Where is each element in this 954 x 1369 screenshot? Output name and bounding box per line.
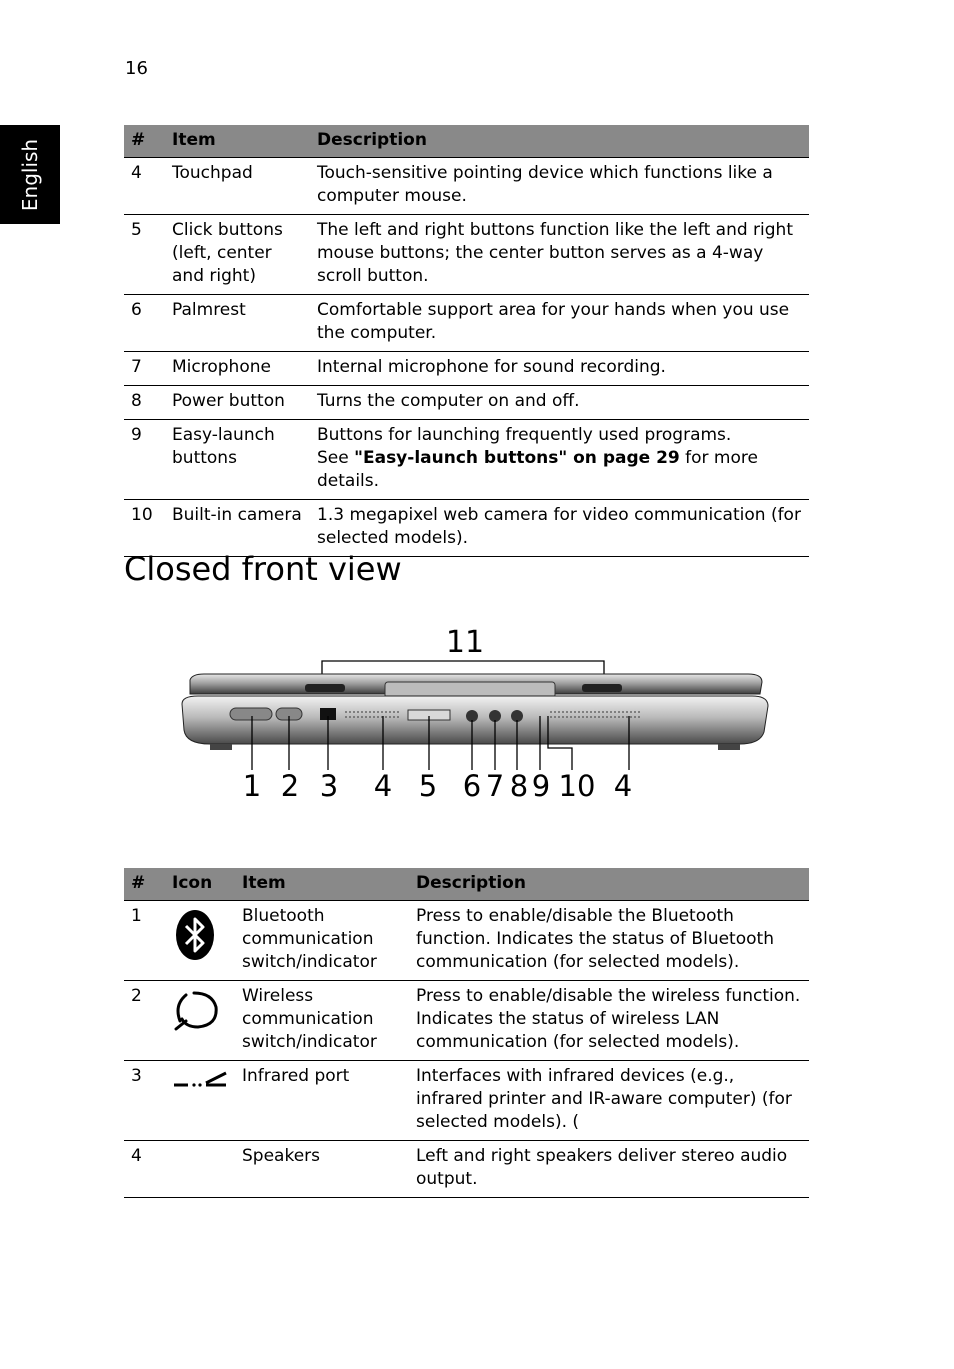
description-tail: for more details. — [317, 448, 758, 491]
table-row — [124, 901, 809, 981]
table-row — [124, 420, 809, 500]
header-description: Description — [310, 125, 809, 158]
row-item: Power button — [165, 386, 310, 420]
language-tab — [0, 125, 60, 224]
description-line: Buttons for launching frequently used programs. — [317, 425, 732, 445]
header-icon: Icon — [165, 868, 235, 901]
row-icon — [165, 1141, 235, 1198]
cross-reference-link[interactable]: "Easy-launch buttons" on page 29 — [354, 448, 680, 468]
row-item: Click buttons (left, center and right) — [165, 215, 310, 295]
row-number: 7 — [124, 352, 165, 386]
row-number: 1 — [124, 901, 165, 981]
callout-11: 11 — [445, 625, 485, 660]
callout-4-right: 4 — [613, 769, 633, 803]
row-item: Touchpad — [165, 158, 310, 215]
components-table — [124, 125, 809, 557]
row-number: 4 — [124, 1141, 165, 1198]
callout-8: 8 — [509, 769, 529, 803]
row-item: Easy-launch buttons — [165, 420, 310, 500]
front-view-table — [124, 868, 809, 1198]
row-number: 10 — [124, 500, 165, 557]
page-number: 16 — [125, 58, 148, 79]
description-see: See — [317, 448, 355, 468]
foot-right — [718, 744, 740, 750]
row-description: 1.3 megapixel web camera for video communication (for selected models). — [310, 500, 809, 557]
callout-2: 2 — [280, 769, 300, 803]
row-description: The left and right buttons function like the left and right mouse buttons; the center button serves as a 4-way scroll button. — [310, 215, 809, 295]
row-number: 6 — [124, 295, 165, 352]
callout-7: 7 — [485, 769, 505, 803]
row-number: 2 — [124, 981, 165, 1061]
callout-4: 4 — [373, 769, 393, 803]
row-description: Left and right speakers deliver stereo audio output. — [409, 1141, 809, 1198]
table-row — [124, 1141, 809, 1198]
row-description: Turns the computer on and off. — [310, 386, 809, 420]
language-tab-label: English — [18, 138, 42, 211]
table-row — [124, 500, 809, 557]
table-row — [124, 386, 809, 420]
row-description: Internal microphone for sound recording. — [310, 352, 809, 386]
table-row — [124, 295, 809, 352]
table-row — [124, 158, 809, 215]
row-description — [310, 420, 809, 500]
wireless-icon — [172, 985, 222, 1035]
infrared-icon — [172, 1065, 228, 1095]
header-number: # — [124, 868, 165, 901]
callout-10: 10 — [558, 769, 596, 803]
callout-1: 1 — [242, 769, 262, 803]
row-item: Built-in camera — [165, 500, 310, 557]
row-icon — [165, 981, 235, 1061]
laptop-front-illustration — [170, 620, 790, 820]
table-header-row — [124, 868, 809, 901]
row-description: Interfaces with infrared devices (e.g., infrared printer and IR-aware computer) (for selected models). ( — [409, 1061, 809, 1141]
row-number: 8 — [124, 386, 165, 420]
bluetooth-icon — [172, 905, 218, 961]
row-number: 3 — [124, 1061, 165, 1141]
row-description: Touch-sensitive pointing device which functions like a computer mouse. — [310, 158, 809, 215]
table-row — [124, 1061, 809, 1141]
row-item: Infrared port — [235, 1061, 409, 1141]
lid-latch-right — [582, 684, 622, 692]
table-header-row — [124, 125, 809, 158]
table-row — [124, 981, 809, 1061]
foot-left — [210, 744, 232, 750]
row-item: Wireless communication switch/indicator — [235, 981, 409, 1061]
table-row — [124, 215, 809, 295]
lid-latch-left — [305, 684, 345, 692]
callout-3: 3 — [319, 769, 339, 803]
row-number: 4 — [124, 158, 165, 215]
row-icon — [165, 901, 235, 981]
row-number: 9 — [124, 420, 165, 500]
row-item: Speakers — [235, 1141, 409, 1198]
row-item: Bluetooth communication switch/indicator — [235, 901, 409, 981]
bluetooth-switch — [230, 708, 272, 720]
row-description: Press to enable/disable the Bluetooth function. Indicates the status of Bluetooth communication (for selected models). — [409, 901, 809, 981]
header-item: Item — [235, 868, 409, 901]
callout-9: 9 — [531, 769, 551, 803]
header-description: Description — [409, 868, 809, 901]
header-number: # — [124, 125, 165, 158]
table-row — [124, 352, 809, 386]
row-item: Palmrest — [165, 295, 310, 352]
section-title: Closed front view — [124, 550, 402, 588]
row-icon — [165, 1061, 235, 1141]
closed-front-view-figure — [170, 620, 790, 820]
row-number: 5 — [124, 215, 165, 295]
row-description: Press to enable/disable the wireless function. Indicates the status of wireless LAN communication (for selected models). — [409, 981, 809, 1061]
callout-6: 6 — [462, 769, 482, 803]
row-description: Comfortable support area for your hands when you use the computer. — [310, 295, 809, 352]
header-item: Item — [165, 125, 310, 158]
callout-5: 5 — [418, 769, 438, 803]
row-item: Microphone — [165, 352, 310, 386]
